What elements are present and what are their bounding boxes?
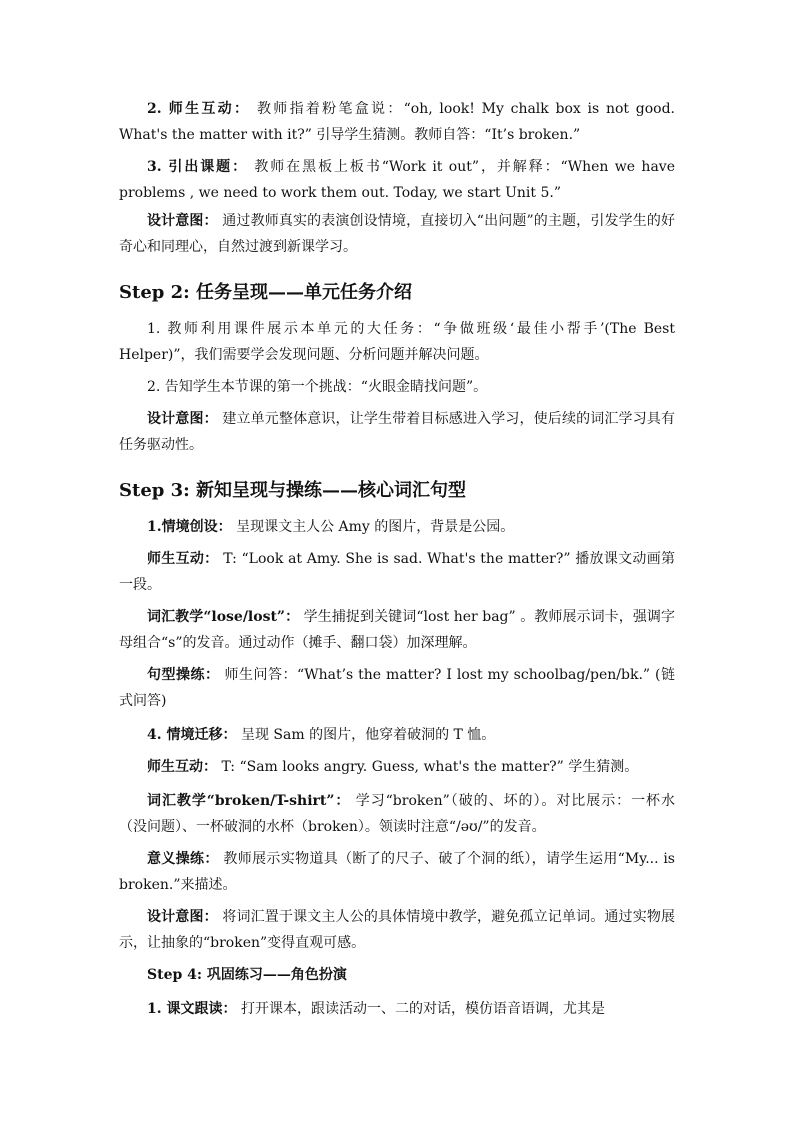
paragraph-label: 1. 课文跟读：: [147, 1001, 237, 1017]
paragraph-text: 通过教师真实的表演创设情境，直接切入“出问题”的主题，引发学生的好奇心和同理心，自然过渡到新课学习。: [119, 213, 676, 255]
paragraph-label: 1.情境创设：: [147, 519, 232, 535]
paragraph-label: 设计意图：: [147, 909, 218, 925]
paragraph-label: 句型操练：: [147, 667, 220, 683]
scene-transfer-paragraph: [119, 722, 675, 748]
meaning-drill-paragraph: [119, 846, 675, 898]
vocab-lose-paragraph: [119, 604, 675, 656]
paragraph-text: 教师在黑板上板书“Work it out”，并解释：“When we have problems , we need to work them out. Today, we start Unit 5.”: [119, 159, 675, 201]
design-intent-paragraph: [119, 406, 675, 458]
paragraph-text: 打开课本，跟读活动一、二的对话，模仿语音语调，尤其是: [236, 1001, 605, 1017]
paragraph-label: 设计意图：: [147, 411, 218, 427]
paragraph-text: 师生问答：“What’s the matter? I lost my schoolbag/pen/bk.” (链式问答): [119, 667, 675, 709]
topic-intro-paragraph: [119, 154, 675, 206]
paragraph-label: 师生互动：: [147, 759, 217, 775]
paragraph-text: 建立单元整体意识，让学生带着目标感进入学习，使后续的词汇学习具有任务驱动性。: [119, 411, 675, 453]
step2-heading: Step 2: 任务呈现——单元任务介绍: [119, 282, 413, 303]
task-paragraph: 1. 教师利用课件展示本单元的大任务：“争做班级‘最佳小帮手’(The Best Helper)”，我们需要学会发现问题、分析问题并解决问题。: [119, 321, 675, 363]
paragraph-label: 意义操练：: [147, 851, 219, 867]
step3-heading: Step 3: 新知呈现与操练——核心词汇句型: [119, 480, 467, 501]
paragraph-label: 2. 师生互动：: [147, 101, 251, 117]
paragraph-text: T: “Look at Amy. She is sad. What's the matter?” 播放课文动画第一段。: [119, 551, 676, 593]
follow-read-paragraph: [119, 996, 675, 1022]
interaction-paragraph: [119, 546, 675, 598]
interaction-paragraph: [119, 754, 675, 780]
vocab-broken-paragraph: [119, 788, 675, 840]
paragraph-text: 呈现课文主人公 Amy 的图片，背景是公园。: [231, 519, 515, 535]
paragraph-label: 师生互动：: [147, 551, 219, 567]
paragraph-text: 教师展示实物道具（断了的尺子、破了个洞的纸），请学生运用“My... is broken.”来描述。: [119, 851, 675, 893]
paragraph-text: 学习“broken”（破的、坏的）。对比展示：一杯水（没问题）、一杯破洞的水杯（broken）。领读时注意“/əʊ/”的发音。: [119, 793, 676, 835]
step4-heading: Step 4: 巩固练习——角色扮演: [147, 967, 347, 983]
sentence-drill-paragraph: [119, 662, 675, 714]
paragraph-label: 词汇教学“broken/T-shirt”：: [147, 793, 351, 809]
paragraph-text: 呈现 Sam 的图片，他穿着破洞的 T 恤。: [236, 727, 496, 743]
paragraph-label: 4. 情境迁移：: [147, 727, 237, 743]
paragraph-text: T: “Sam looks angry. Guess, what's the matter?” 学生猜测。: [217, 759, 639, 775]
interaction-paragraph: [119, 96, 675, 148]
design-intent-paragraph: [119, 208, 675, 260]
paragraph-text: 将词汇置于课文主人公的具体情境中教学，避免孤立记单词。通过实物展示，让抽象的“broken”变得直观可感。: [119, 909, 675, 951]
design-intent-paragraph: [119, 904, 675, 956]
paragraph-text: 教师指着粉笔盒说：“oh, look! My chalk box is not good. What's the matter with it?” 引导学生猜测。教师自答：“It’s broken.”: [119, 101, 675, 143]
paragraph-label: 设计意图：: [147, 213, 218, 229]
paragraph-text: 学生捕捉到关键词“lost her bag” 。教师展示词卡，强调字母组合“s”的发音。通过动作（摊手、翻口袋）加深理解。: [119, 609, 675, 651]
paragraph-label: 词汇教学“lose/lost”：: [147, 609, 300, 625]
challenge-paragraph: 2. 告知学生本节课的第一个挑战：“火眼金睛找问题”。: [147, 379, 488, 395]
scene-paragraph: [119, 514, 675, 540]
paragraph-label: 3. 引出课题：: [147, 159, 249, 175]
